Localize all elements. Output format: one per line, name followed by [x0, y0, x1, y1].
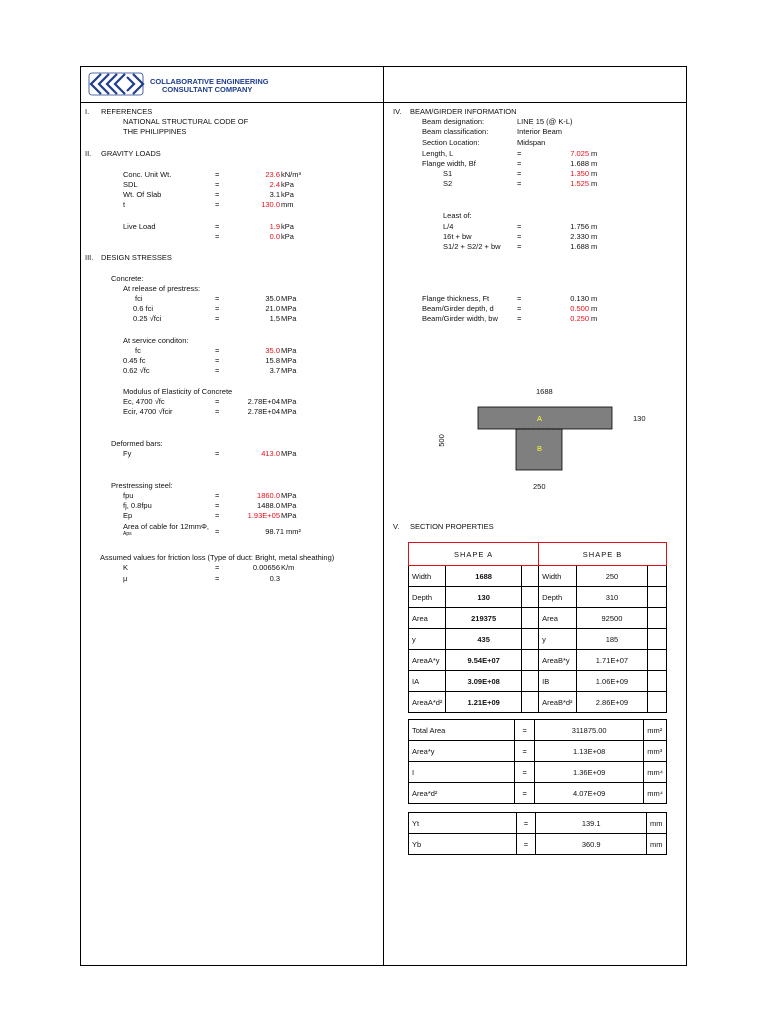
- total-eq: =: [515, 741, 535, 762]
- friction-label: μ: [123, 574, 128, 583]
- friction-value: 0.3: [269, 574, 280, 583]
- centroid-unit: mm: [646, 813, 666, 834]
- total-eq: =: [515, 720, 535, 741]
- gravity-eq: =: [215, 180, 220, 189]
- section-v-number: V.: [393, 522, 400, 531]
- service-eq: =: [215, 346, 220, 355]
- section-iv-title: BEAM/GIRDER INFORMATION: [410, 107, 517, 116]
- gravity-label: t: [123, 200, 126, 209]
- table-row: [409, 741, 667, 762]
- least-eq: =: [517, 242, 522, 251]
- shape-properties-table: [408, 542, 667, 713]
- section-dim-value: 0.130: [570, 294, 589, 303]
- shape-a-value: 1688: [446, 566, 521, 587]
- shape-b-value: 310: [577, 587, 648, 608]
- diagram-left-dim: 500: [436, 434, 446, 447]
- release-unit: MPa: [281, 294, 297, 303]
- steel-label: fj, 0.8fpu: [123, 501, 152, 510]
- service-value: 3.7: [269, 366, 280, 375]
- cable-eq: =: [215, 527, 220, 536]
- least-unit: m: [591, 242, 598, 251]
- gravity-unit: mm: [281, 200, 294, 209]
- gravity-value: 0.0: [269, 232, 280, 241]
- gravity-eq: =: [215, 170, 220, 179]
- gravity-eq: =: [215, 200, 220, 209]
- table-row: [409, 692, 667, 713]
- company-name-line2: CONSULTANT COMPANY: [162, 85, 253, 94]
- steel-eq: =: [215, 511, 220, 520]
- total-label: I: [409, 762, 515, 783]
- least-eq: =: [517, 232, 522, 241]
- centroid-table: [408, 812, 667, 855]
- gravity-label: Live Load: [123, 222, 156, 231]
- beam-dim-unit: m: [591, 169, 598, 178]
- shape-a-label: y: [409, 629, 446, 650]
- section-iii-title: DESIGN STRESSES: [101, 253, 172, 262]
- bars-value: 413.0: [261, 449, 280, 458]
- service-eq: =: [215, 356, 220, 365]
- gravity-label: SDL: [123, 180, 138, 189]
- centroid-eq: =: [516, 834, 536, 855]
- least-heading: Least of:: [443, 211, 472, 220]
- total-value: 311875.00: [535, 720, 644, 741]
- least-eq: =: [517, 222, 522, 231]
- steel-heading: Prestressing steel:: [111, 481, 173, 490]
- gravity-value: 130.0: [261, 200, 280, 209]
- concrete-heading: Concrete:: [111, 274, 144, 283]
- table-row: [409, 629, 667, 650]
- centroid-label: Yb: [409, 834, 517, 855]
- service-unit: MPa: [281, 346, 297, 355]
- friction-heading: Assumed values for friction loss (Type of duct: Bright, metal sheathing): [100, 553, 335, 562]
- gravity-unit: kPa: [281, 190, 294, 199]
- modulus-unit: MPa: [281, 407, 297, 416]
- diagram-right-dim: 130: [633, 414, 646, 423]
- table-row: [409, 566, 667, 587]
- total-label: Area*y: [409, 741, 515, 762]
- total-value: 1.36E+09: [535, 762, 644, 783]
- shape-b-value: 1.71E+07: [577, 650, 648, 671]
- cable-label: Area of cable for 12mmΦ,: [123, 522, 210, 531]
- company-logo: [87, 71, 145, 97]
- gravity-label: Wt. Of Slab: [123, 190, 162, 199]
- shape-b-value: 250: [577, 566, 648, 587]
- service-label: 0.45 fc: [123, 356, 146, 365]
- shape-a-header: SHAPE A: [409, 543, 539, 566]
- beam-dim-label: S1: [443, 169, 453, 178]
- service-heading: At service conditon:: [123, 336, 189, 345]
- modulus-eq: =: [215, 407, 220, 416]
- release-label: 0.25 √fci: [133, 314, 162, 323]
- release-eq: =: [215, 314, 220, 323]
- table-row: [409, 834, 667, 855]
- steel-value: 1860.0: [257, 491, 280, 500]
- total-value: 4.07E+09: [535, 783, 644, 804]
- cable-value: 98.71: [265, 527, 284, 536]
- total-value: 1.13E+08: [535, 741, 644, 762]
- shape-a-label: Width: [409, 566, 446, 587]
- friction-eq: =: [215, 563, 220, 572]
- least-label: L/4: [443, 222, 454, 231]
- steel-label: Ep: [123, 511, 133, 520]
- tee-section-diagram: [470, 385, 660, 495]
- table-row: [409, 720, 667, 741]
- beam-info-value: LINE 15 (@ K-L): [517, 117, 573, 126]
- cable-unit: mm²: [286, 527, 301, 536]
- service-label: fc: [135, 346, 141, 355]
- reference-line2: THE PHILIPPINES: [123, 127, 187, 136]
- release-label: fci: [135, 294, 143, 303]
- section-dim-label: Beam/Girder depth, d: [422, 304, 494, 313]
- shape-b-value: 2.86E+09: [577, 692, 648, 713]
- centroid-value: 139.1: [536, 813, 647, 834]
- shape-a-value: 1.21E+09: [446, 692, 521, 713]
- shape-b-label: Area: [539, 608, 577, 629]
- section-ii-number: II.: [85, 149, 92, 158]
- steel-label: fpu: [123, 491, 134, 500]
- steel-value: 1.93E+05: [247, 511, 280, 520]
- section-i-number: I.: [85, 107, 90, 116]
- friction-eq: =: [215, 574, 220, 583]
- shape-a-label: AreaA*y: [409, 650, 446, 671]
- section-dim-label: Beam/Girder width, bw: [422, 314, 498, 323]
- beam-dim-unit: m: [591, 149, 598, 158]
- shape-a-label: Depth: [409, 587, 446, 608]
- centroid-eq: =: [516, 813, 536, 834]
- modulus-unit: MPa: [281, 397, 297, 406]
- least-label: S1/2 + S2/2 + bw: [443, 242, 501, 251]
- total-unit: mm⁴: [644, 783, 667, 804]
- total-unit: mm³: [644, 741, 667, 762]
- bars-unit: MPa: [281, 449, 297, 458]
- beam-dim-value: 1.350: [570, 169, 589, 178]
- beam-dim-unit: m: [591, 179, 598, 188]
- flange-shape-a: [478, 407, 612, 429]
- totals-table: [408, 719, 667, 804]
- service-unit: MPa: [281, 356, 297, 365]
- least-unit: m: [591, 222, 598, 231]
- gravity-unit: kPa: [281, 222, 294, 231]
- table-row: [409, 650, 667, 671]
- beam-dim-label: Length, L: [422, 149, 454, 158]
- beam-dim-unit: m: [591, 159, 598, 168]
- beam-dim-value: 7.025: [570, 149, 589, 158]
- modulus-heading: Modulus of Elasticity of Concrete: [123, 387, 233, 396]
- modulus-value: 2.78E+04: [247, 397, 280, 406]
- shape-b-value: 92500: [577, 608, 648, 629]
- section-dim-label: Flange thickness, Ft: [422, 294, 490, 303]
- table-row: [409, 587, 667, 608]
- release-value: 35.0: [265, 294, 280, 303]
- beam-dim-label: Flange width, Bf: [422, 159, 476, 168]
- least-value: 2.330: [570, 232, 589, 241]
- shape-a-label: Area: [409, 608, 446, 629]
- service-unit: MPa: [281, 366, 297, 375]
- shape-a-value: 219375: [446, 608, 521, 629]
- table-row: [409, 762, 667, 783]
- section-ii-title: GRAVITY LOADS: [101, 149, 161, 158]
- modulus-label: Ecir, 4700 √fcir: [123, 407, 173, 416]
- beam-dim-eq: =: [517, 159, 522, 168]
- section-dim-unit: m: [591, 314, 598, 323]
- table-row: [409, 813, 667, 834]
- release-eq: =: [215, 294, 220, 303]
- section-dim-unit: m: [591, 304, 598, 313]
- service-eq: =: [215, 366, 220, 375]
- section-iv-number: IV.: [393, 107, 402, 116]
- diagram-top-dim: 1688: [536, 387, 553, 396]
- modulus-eq: =: [215, 397, 220, 406]
- centroid-unit: mm: [646, 834, 666, 855]
- total-label: Area*d²: [409, 783, 515, 804]
- shape-b-label: AreaB*y: [539, 650, 577, 671]
- company-name-line1: COLLABORATIVE ENGINEERING: [150, 77, 269, 86]
- shape-b-value: 1.06E+09: [577, 671, 648, 692]
- beam-info-label: Beam classification:: [422, 127, 489, 136]
- diagram-label-a: A: [537, 414, 543, 423]
- steel-unit: MPa: [281, 491, 297, 500]
- beam-info-value: Interior Beam: [517, 127, 563, 136]
- section-dim-eq: =: [517, 304, 522, 313]
- shape-b-label: Width: [539, 566, 577, 587]
- diagram-bottom-dim: 250: [533, 482, 546, 491]
- shape-a-value: 130: [446, 587, 521, 608]
- shape-a-label: AreaA*d²: [409, 692, 446, 713]
- section-dim-unit: m: [591, 294, 598, 303]
- gravity-eq: =: [215, 222, 220, 231]
- release-unit: MPa: [281, 304, 297, 313]
- release-value: 21.0: [265, 304, 280, 313]
- beam-dim-eq: =: [517, 179, 522, 188]
- modulus-value: 2.78E+04: [247, 407, 280, 416]
- steel-eq: =: [215, 501, 220, 510]
- gravity-unit: kN/m³: [281, 170, 301, 179]
- table-row: [409, 608, 667, 629]
- shape-b-label: Depth: [539, 587, 577, 608]
- release-label: 0.6 fci: [133, 304, 154, 313]
- centroid-label: Yt: [409, 813, 517, 834]
- gravity-unit: kPa: [281, 180, 294, 189]
- table-row: [409, 783, 667, 804]
- cable-subscript: Aps: [123, 531, 132, 537]
- bars-eq: =: [215, 449, 220, 458]
- beam-info-label: Section Location:: [422, 138, 480, 147]
- bars-label: Fy: [123, 449, 132, 458]
- least-value: 1.756: [570, 222, 589, 231]
- least-label: 16t + bw: [443, 232, 472, 241]
- section-dim-value: 0.500: [570, 304, 589, 313]
- section-dim-value: 0.250: [570, 314, 589, 323]
- service-label: 0.62 √fc: [123, 366, 150, 375]
- modulus-label: Ec, 4700 √fc: [123, 397, 165, 406]
- shape-b-label: AreaB*d²: [539, 692, 577, 713]
- gravity-eq: =: [215, 232, 220, 241]
- beam-dim-value: 1.688: [570, 159, 589, 168]
- centroid-value: 360.9: [536, 834, 647, 855]
- gravity-eq: =: [215, 190, 220, 199]
- steel-unit: MPa: [281, 511, 297, 520]
- shape-b-value: 185: [577, 629, 648, 650]
- friction-unit: K/m: [281, 563, 295, 572]
- least-value: 1.688: [570, 242, 589, 251]
- gravity-value: 3.1: [269, 190, 280, 199]
- steel-value: 1488.0: [257, 501, 280, 510]
- total-unit: mm⁴: [644, 762, 667, 783]
- beam-info-label: Beam designation:: [422, 117, 485, 126]
- release-heading: At release of prestress:: [123, 284, 201, 293]
- service-value: 35.0: [265, 346, 280, 355]
- beam-info-value: Midspan: [517, 138, 546, 147]
- section-dim-eq: =: [517, 294, 522, 303]
- total-eq: =: [515, 783, 535, 804]
- gravity-value: 23.6: [265, 170, 280, 179]
- beam-dim-eq: =: [517, 169, 522, 178]
- gravity-unit: kPa: [281, 232, 294, 241]
- beam-dim-value: 1.525: [570, 179, 589, 188]
- table-row: [409, 671, 667, 692]
- release-eq: =: [215, 304, 220, 313]
- reference-line1: NATIONAL STRUCTURAL CODE OF: [123, 117, 249, 126]
- section-v-title: SECTION PROPERTIES: [410, 522, 494, 531]
- shape-a-label: IA: [409, 671, 446, 692]
- section-iii-number: III.: [85, 253, 94, 262]
- shape-a-value: 9.54E+07: [446, 650, 521, 671]
- friction-label: K: [123, 563, 129, 572]
- gravity-label: Conc. Unit Wt.: [123, 170, 172, 179]
- release-unit: MPa: [281, 314, 297, 323]
- service-value: 15.8: [265, 356, 280, 365]
- diagram-label-b: B: [537, 444, 543, 453]
- gravity-value: 2.4: [269, 180, 280, 189]
- steel-unit: MPa: [281, 501, 297, 510]
- shape-b-label: y: [539, 629, 577, 650]
- total-eq: =: [515, 762, 535, 783]
- shape-a-value: 435: [446, 629, 521, 650]
- gravity-value: 1.9: [269, 222, 280, 231]
- release-value: 1.5: [269, 314, 280, 323]
- shape-b-header: SHAPE B: [539, 543, 667, 566]
- steel-eq: =: [215, 491, 220, 500]
- beam-dim-label: S2: [443, 179, 453, 188]
- shape-a-value: 3.09E+08: [446, 671, 521, 692]
- section-dim-eq: =: [517, 314, 522, 323]
- least-unit: m: [591, 232, 598, 241]
- beam-dim-eq: =: [517, 149, 522, 158]
- column-divider: [383, 66, 384, 966]
- section-i-title: REFERENCES: [101, 107, 153, 116]
- shape-b-label: IB: [539, 671, 577, 692]
- bars-heading: Deformed bars:: [111, 439, 163, 448]
- total-label: Total Area: [409, 720, 515, 741]
- total-unit: mm²: [644, 720, 667, 741]
- friction-value: 0.00656: [252, 563, 280, 572]
